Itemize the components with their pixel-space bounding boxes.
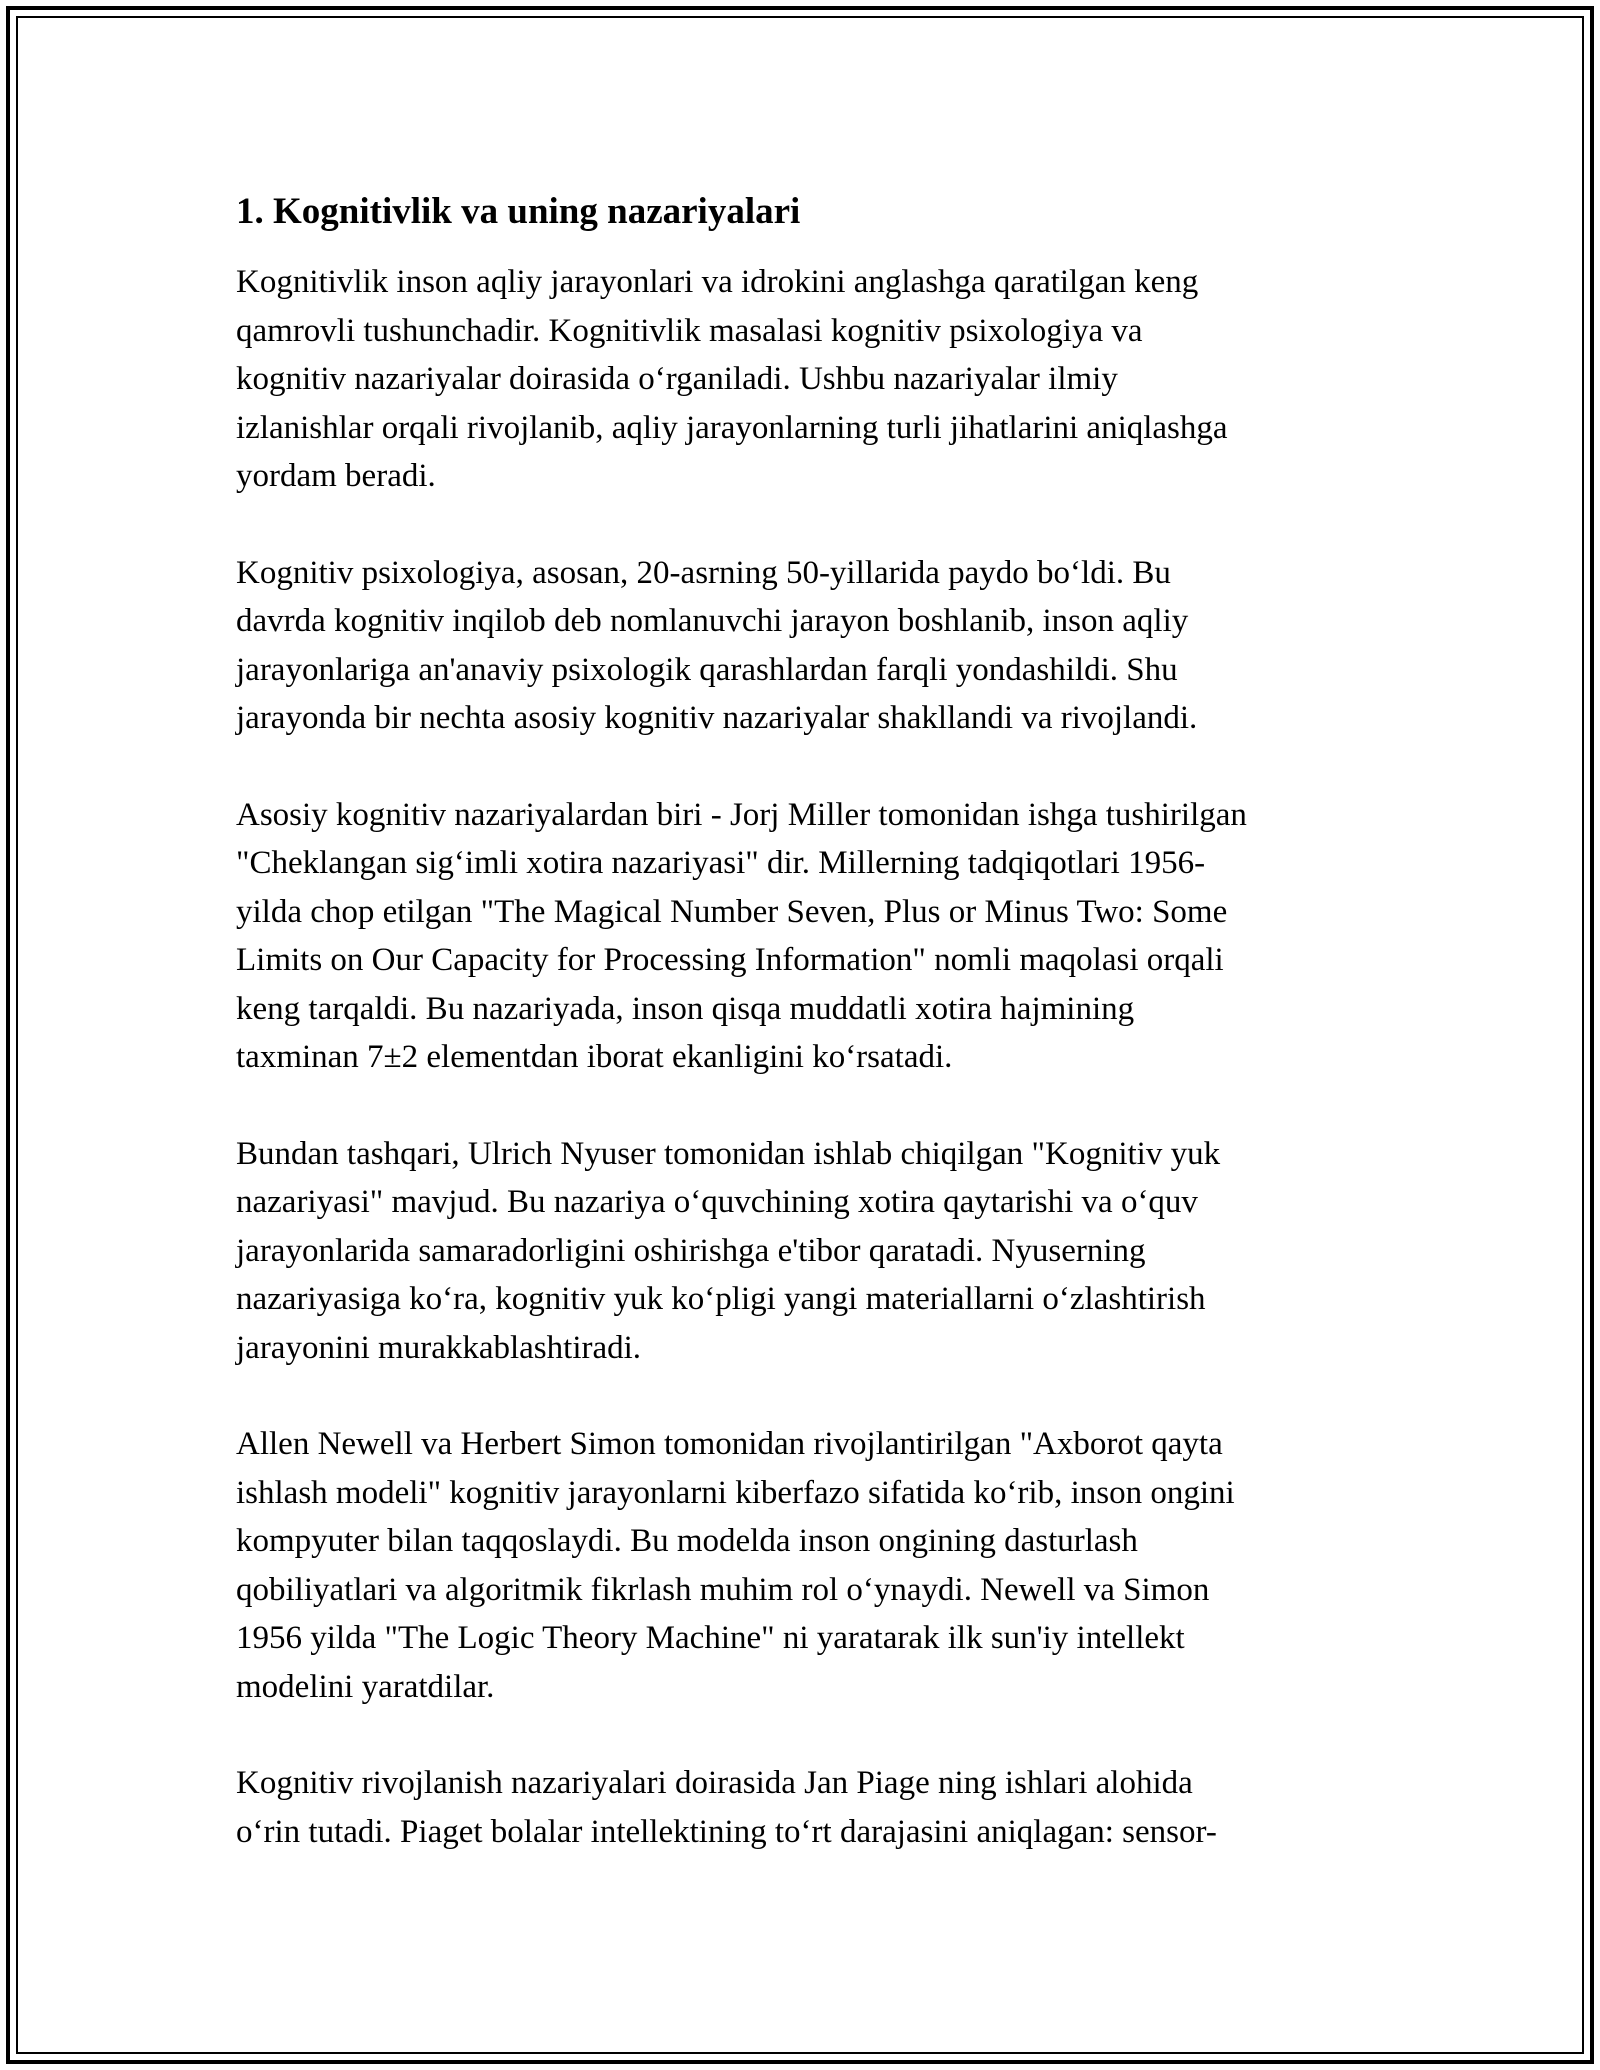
paragraph-1: Kognitivlik inson aqliy jarayonlari va idrokini anglashga qaratilgan keng qamrovli tushunchadir. Kognitivlik masalasi kognitiv psixologiya va kognitiv nazariyalar doirasida o‘rganiladi. Ushbu nazariyalar ilmiy izlanishlar orqali rivojlanib, aqliy jarayonlarning turli jihatlarini aniqlashga yordam beradi. [236, 264, 1228, 494]
paragraph-3: Asosiy kognitiv nazariyalardan biri - Jorj Miller tomonidan ishga tushirilgan "Cheklangan sig‘imli xotira nazariyasi" dir. Millerning tadqiqotlari 1956- yilda chop etilgan "The Magical Number Seven, Plus or Minus Two: Some Limits on Our Capacity for Processing Information" nomli maqolasi orqali keng tarqaldi. Bu nazariyada, inson qisqa muddatli xotira hajmining taxminan 7±2 elementdan iborat ekanligini ko‘rsatadi. [236, 796, 1247, 1075]
paragraph-6: Kognitiv rivojlanish nazariyalari doirasida Jan Piage ning ishlari alohida o‘rin tutadi. Piaget bolalar intellektining to‘rt darajasini aniqlagan: sensor- [236, 1765, 1217, 1850]
section-heading: 1. Kognitivlik va uning nazariyalari [236, 191, 801, 232]
document-body [236, 186, 1376, 1904]
paragraph-2: Kognitiv psixologiya, asosan, 20-asrning 50-yillarida paydo bo‘ldi. Bu davrda kognitiv inqilob deb nomlanuvchi jarayon boshlanib, inson aqliy jarayonlariga an'anaviy psixologik qarashlardan farqli yondashildi. Shu jarayonda bir nechta asosiy kognitiv nazariyalar shakllandi va rivojlandi. [236, 554, 1198, 736]
paragraph-5: Allen Newell va Herbert Simon tomonidan rivojlantirilgan "Axborot qayta ishlash modeli" kognitiv jarayonlarni kiberfazo sifatida ko‘rib, inson ongini kompyuter bilan taqqoslaydi. Bu modelda inson ongining dasturlash qobiliyatlari va algoritmik fikrlash muhim rol o‘ynaydi. Newell va Simon 1956 yilda "The Logic Theory Machine" ni yaratarak ilk sun'iy intellekt modelini yaratdilar. [236, 1426, 1235, 1705]
paragraph-4: Bundan tashqari, Ulrich Nyuser tomonidan ishlab chiqilgan "Kognitiv yuk nazariyasi" mavjud. Bu nazariya o‘quvchining xotira qaytarishi va o‘quv jarayonlarida samaradorligini oshirishga e'tibor qaratadi. Nyuserning nazariyasiga ko‘ra, kognitiv yuk ko‘pligi yangi materiallarni o‘zlashtirish jarayonini murakkablashtiradi. [236, 1135, 1221, 1366]
